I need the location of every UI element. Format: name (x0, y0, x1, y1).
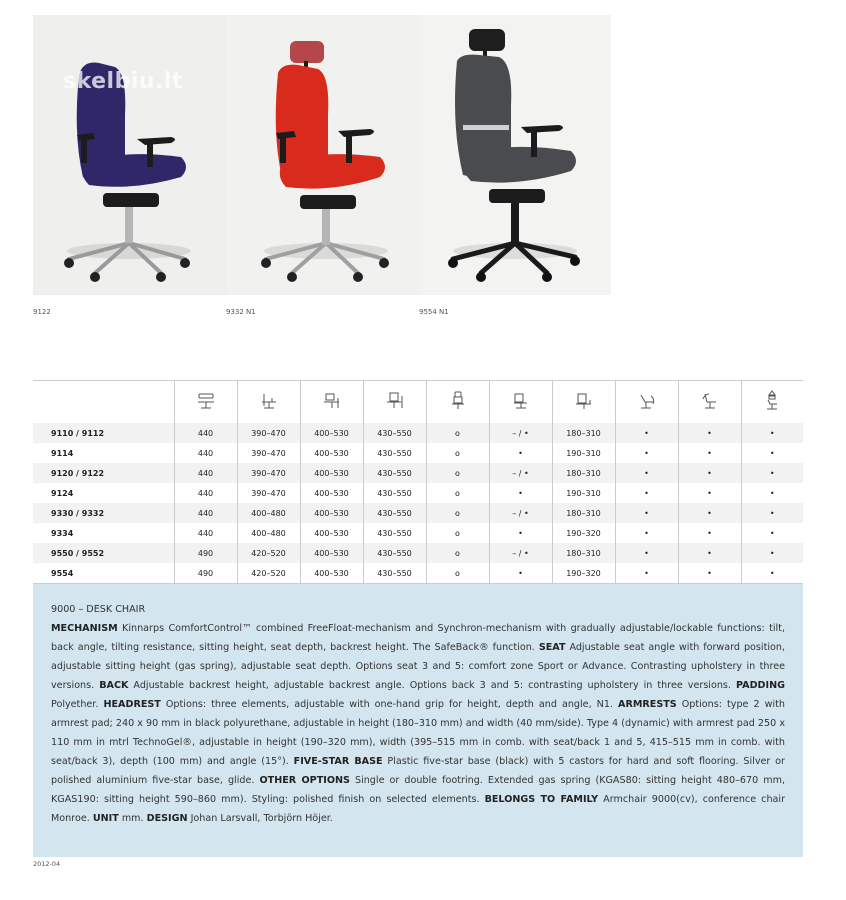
table-cell: 490 (174, 543, 237, 563)
description-text (51, 619, 785, 828)
table-cell: – / • (489, 503, 552, 523)
table-cell: • (615, 523, 678, 543)
table-cell: • (615, 503, 678, 523)
text-back: Adjustable backrest height, adjustable backrest angle. Options back 3 and 5: contrasting upholstery in three versions. (128, 680, 736, 691)
table-cell: 190–310 (552, 483, 615, 503)
table-row (33, 543, 803, 563)
label-unit: UNIT (92, 813, 119, 824)
label-armrests: ARMRESTS (618, 699, 677, 710)
label-mechanism: MECHANISM (51, 623, 118, 634)
table-cell: o (426, 563, 489, 584)
table-row (33, 503, 803, 523)
table-cell: • (489, 563, 552, 584)
table-cell: 400–530 (300, 503, 363, 523)
chair-photo-9122 (33, 15, 226, 295)
model-cell: 9550 / 9552 (51, 548, 105, 558)
text-mechanism: Kinnarps ComfortControl™ combined FreeFloat-mechanism and Synchron-mechanism with gradually adjustable/lockable functions: tilt, back angle, tilting resistance, sitting height, seat depth, backrest height. The SafeBack® function. (51, 623, 785, 653)
model-cell: 9120 / 9122 (51, 468, 105, 478)
table-cell: 400–530 (300, 523, 363, 543)
synchron-icon (678, 381, 741, 424)
text-headrest: Options: three elements, adjustable with one-hand grip for height, depth and angle, N1. (160, 699, 619, 710)
table-cell: • (678, 523, 741, 543)
table-cell: • (489, 483, 552, 503)
table-cell: 180–310 (552, 463, 615, 483)
spec-table (33, 380, 803, 584)
text-five-star-base: Plastic five-star base (black) with 5 castors for hard and soft flooring. Silver or polished aluminium five-star base, glide. (51, 756, 785, 786)
text-unit: mm. (118, 813, 147, 824)
table-cell: o (426, 523, 489, 543)
label-back: BACK (99, 680, 129, 691)
table-cell: • (741, 523, 803, 543)
armrest-height-icon (237, 381, 300, 424)
table-cell: 430–550 (363, 503, 426, 523)
model-cell: 9110 / 9112 (51, 428, 105, 438)
photo-caption: 9554 N1 (419, 308, 449, 316)
label-headrest: HEADREST (103, 699, 161, 710)
table-row (33, 483, 803, 503)
table-cell: • (615, 423, 678, 443)
description-panel (33, 584, 803, 857)
table-cell: 430–550 (363, 443, 426, 463)
label-seat: SEAT (538, 642, 566, 653)
model-cell: 9330 / 9332 (51, 508, 105, 518)
table-cell: 440 (174, 463, 237, 483)
table-cell: 400–530 (300, 543, 363, 563)
table-cell: 430–550 (363, 463, 426, 483)
table-cell: • (489, 443, 552, 463)
table-cell: • (741, 543, 803, 563)
model-cell: 9114 (51, 448, 74, 458)
table-cell: o (426, 503, 489, 523)
table-cell: – / • (489, 463, 552, 483)
table-row (33, 523, 803, 543)
table-cell: • (741, 423, 803, 443)
table-cell: 190–320 (552, 563, 615, 584)
table-cell: • (678, 503, 741, 523)
table-cell: 400–530 (300, 483, 363, 503)
table-cell: 440 (174, 523, 237, 543)
table-row (33, 563, 803, 584)
table-cell: 430–550 (363, 483, 426, 503)
table-cell: 400–530 (300, 443, 363, 463)
table-cell: o (426, 443, 489, 463)
chair-photo-9554-n1 (419, 15, 611, 295)
table-cell: 430–550 (363, 523, 426, 543)
table-cell: 440 (174, 423, 237, 443)
table-cell: 400–530 (300, 563, 363, 584)
product-photo-strip (33, 15, 611, 295)
table-cell: 440 (174, 443, 237, 463)
text-other-options: Single or double footring. Extended gas spring (KGAS80: sitting height 480–670 mm, KGAS190: sitting height 590–860 mm). Styling: polished finish on selected elements. (51, 775, 786, 805)
table-cell: 390–470 (237, 443, 300, 463)
table-cell: 180–310 (552, 423, 615, 443)
table-cell: 420–520 (237, 563, 300, 584)
seat-depth-icon (363, 381, 426, 424)
text-design: Johan Larsvall, Torbjörn Höjer. (187, 813, 333, 824)
seat-height-icon (174, 381, 237, 424)
headrest-icon (741, 381, 803, 424)
tilt-icon (615, 381, 678, 424)
text-armrests: Options: type 2 with armrest pad; 240 x 90 mm in black polyurethane, adjustable in height (180–310 mm) and width (40 mm/side). Type 4 (dynamic) with armrest pad 250 x 110 mm in mtrl TechnoGel®, adjustable in height (190–320 mm), width (395–515 mm in comb. with seat/back 1 and 5, 415–515 mm in comb. with seat/back 3), depth (100 mm) and angle (15°). (51, 699, 785, 767)
text-seat: Adjustable seat angle with forward position, adjustable sitting height (gas spring), adjustable seat depth. Options seat 3 and 5: comfort zone Sport or Advance. Contrasting upholstery in three versions. (51, 642, 785, 691)
model-cell: 9334 (51, 528, 74, 538)
table-cell: o (426, 423, 489, 443)
description-title: 9000 – DESK CHAIR (51, 604, 146, 615)
text-belongs-to-family: Armchair 9000(cv), conference chair Monroe. (51, 794, 786, 824)
table-cell: 190–320 (552, 523, 615, 543)
table-cell: • (741, 443, 803, 463)
label-five-star-base: FIVE-STAR BASE (293, 756, 383, 767)
table-cell: 400–530 (300, 463, 363, 483)
table-row (33, 443, 803, 463)
label-belongs-to-family: BELONGS TO FAMILY (484, 794, 599, 805)
backrest-icon (426, 381, 489, 424)
table-cell: 390–470 (237, 483, 300, 503)
table-cell: – / • (489, 543, 552, 563)
armrest-type-icon (489, 381, 552, 424)
label-design: DESIGN (146, 813, 188, 824)
table-cell: 400–480 (237, 503, 300, 523)
armrest-adjust-icon (552, 381, 615, 424)
spec-table-header (33, 381, 803, 424)
table-cell: 390–470 (237, 423, 300, 443)
table-cell: • (615, 543, 678, 563)
label-other-options: OTHER OPTIONS (259, 775, 350, 786)
seat-width-icon (300, 381, 363, 424)
table-cell: 420–520 (237, 543, 300, 563)
table-cell: • (741, 483, 803, 503)
model-cell: 9554 (51, 568, 74, 578)
table-cell: 430–550 (363, 563, 426, 584)
header-blank (33, 381, 174, 424)
table-cell: 440 (174, 483, 237, 503)
table-cell: • (741, 503, 803, 523)
chair-photo-9332-n1 (226, 15, 419, 295)
table-cell: 400–480 (237, 523, 300, 543)
table-cell: 430–550 (363, 423, 426, 443)
table-cell: 390–470 (237, 463, 300, 483)
table-cell: 490 (174, 563, 237, 584)
table-row (33, 423, 803, 443)
table-cell: 190–310 (552, 443, 615, 463)
table-cell: 440 (174, 503, 237, 523)
table-cell: • (678, 463, 741, 483)
table-cell: o (426, 483, 489, 503)
photo-caption: 9332 N1 (226, 308, 256, 316)
table-cell: • (615, 443, 678, 463)
table-cell: 430–550 (363, 543, 426, 563)
table-cell: o (426, 543, 489, 563)
photo-caption: 9122 (33, 308, 51, 316)
table-cell: • (678, 543, 741, 563)
model-cell: 9124 (51, 488, 74, 498)
table-cell: 400–530 (300, 423, 363, 443)
table-cell: • (678, 443, 741, 463)
description-body (33, 584, 803, 828)
label-padding: PADDING (736, 680, 785, 691)
text-padding: Polyether. (51, 699, 104, 710)
watermark: skelbiu.lt (63, 69, 183, 94)
table-cell: – / • (489, 423, 552, 443)
publication-date: 2012-04 (33, 860, 61, 868)
table-cell: • (615, 463, 678, 483)
table-cell: • (678, 423, 741, 443)
table-cell: 180–310 (552, 543, 615, 563)
table-cell: • (741, 463, 803, 483)
table-cell: • (615, 483, 678, 503)
table-cell: • (489, 523, 552, 543)
table-cell: • (678, 483, 741, 503)
table-cell: • (678, 563, 741, 584)
table-cell: 180–310 (552, 503, 615, 523)
table-cell: • (615, 563, 678, 584)
table-row (33, 463, 803, 483)
table-cell: o (426, 463, 489, 483)
table-cell: • (741, 563, 803, 584)
